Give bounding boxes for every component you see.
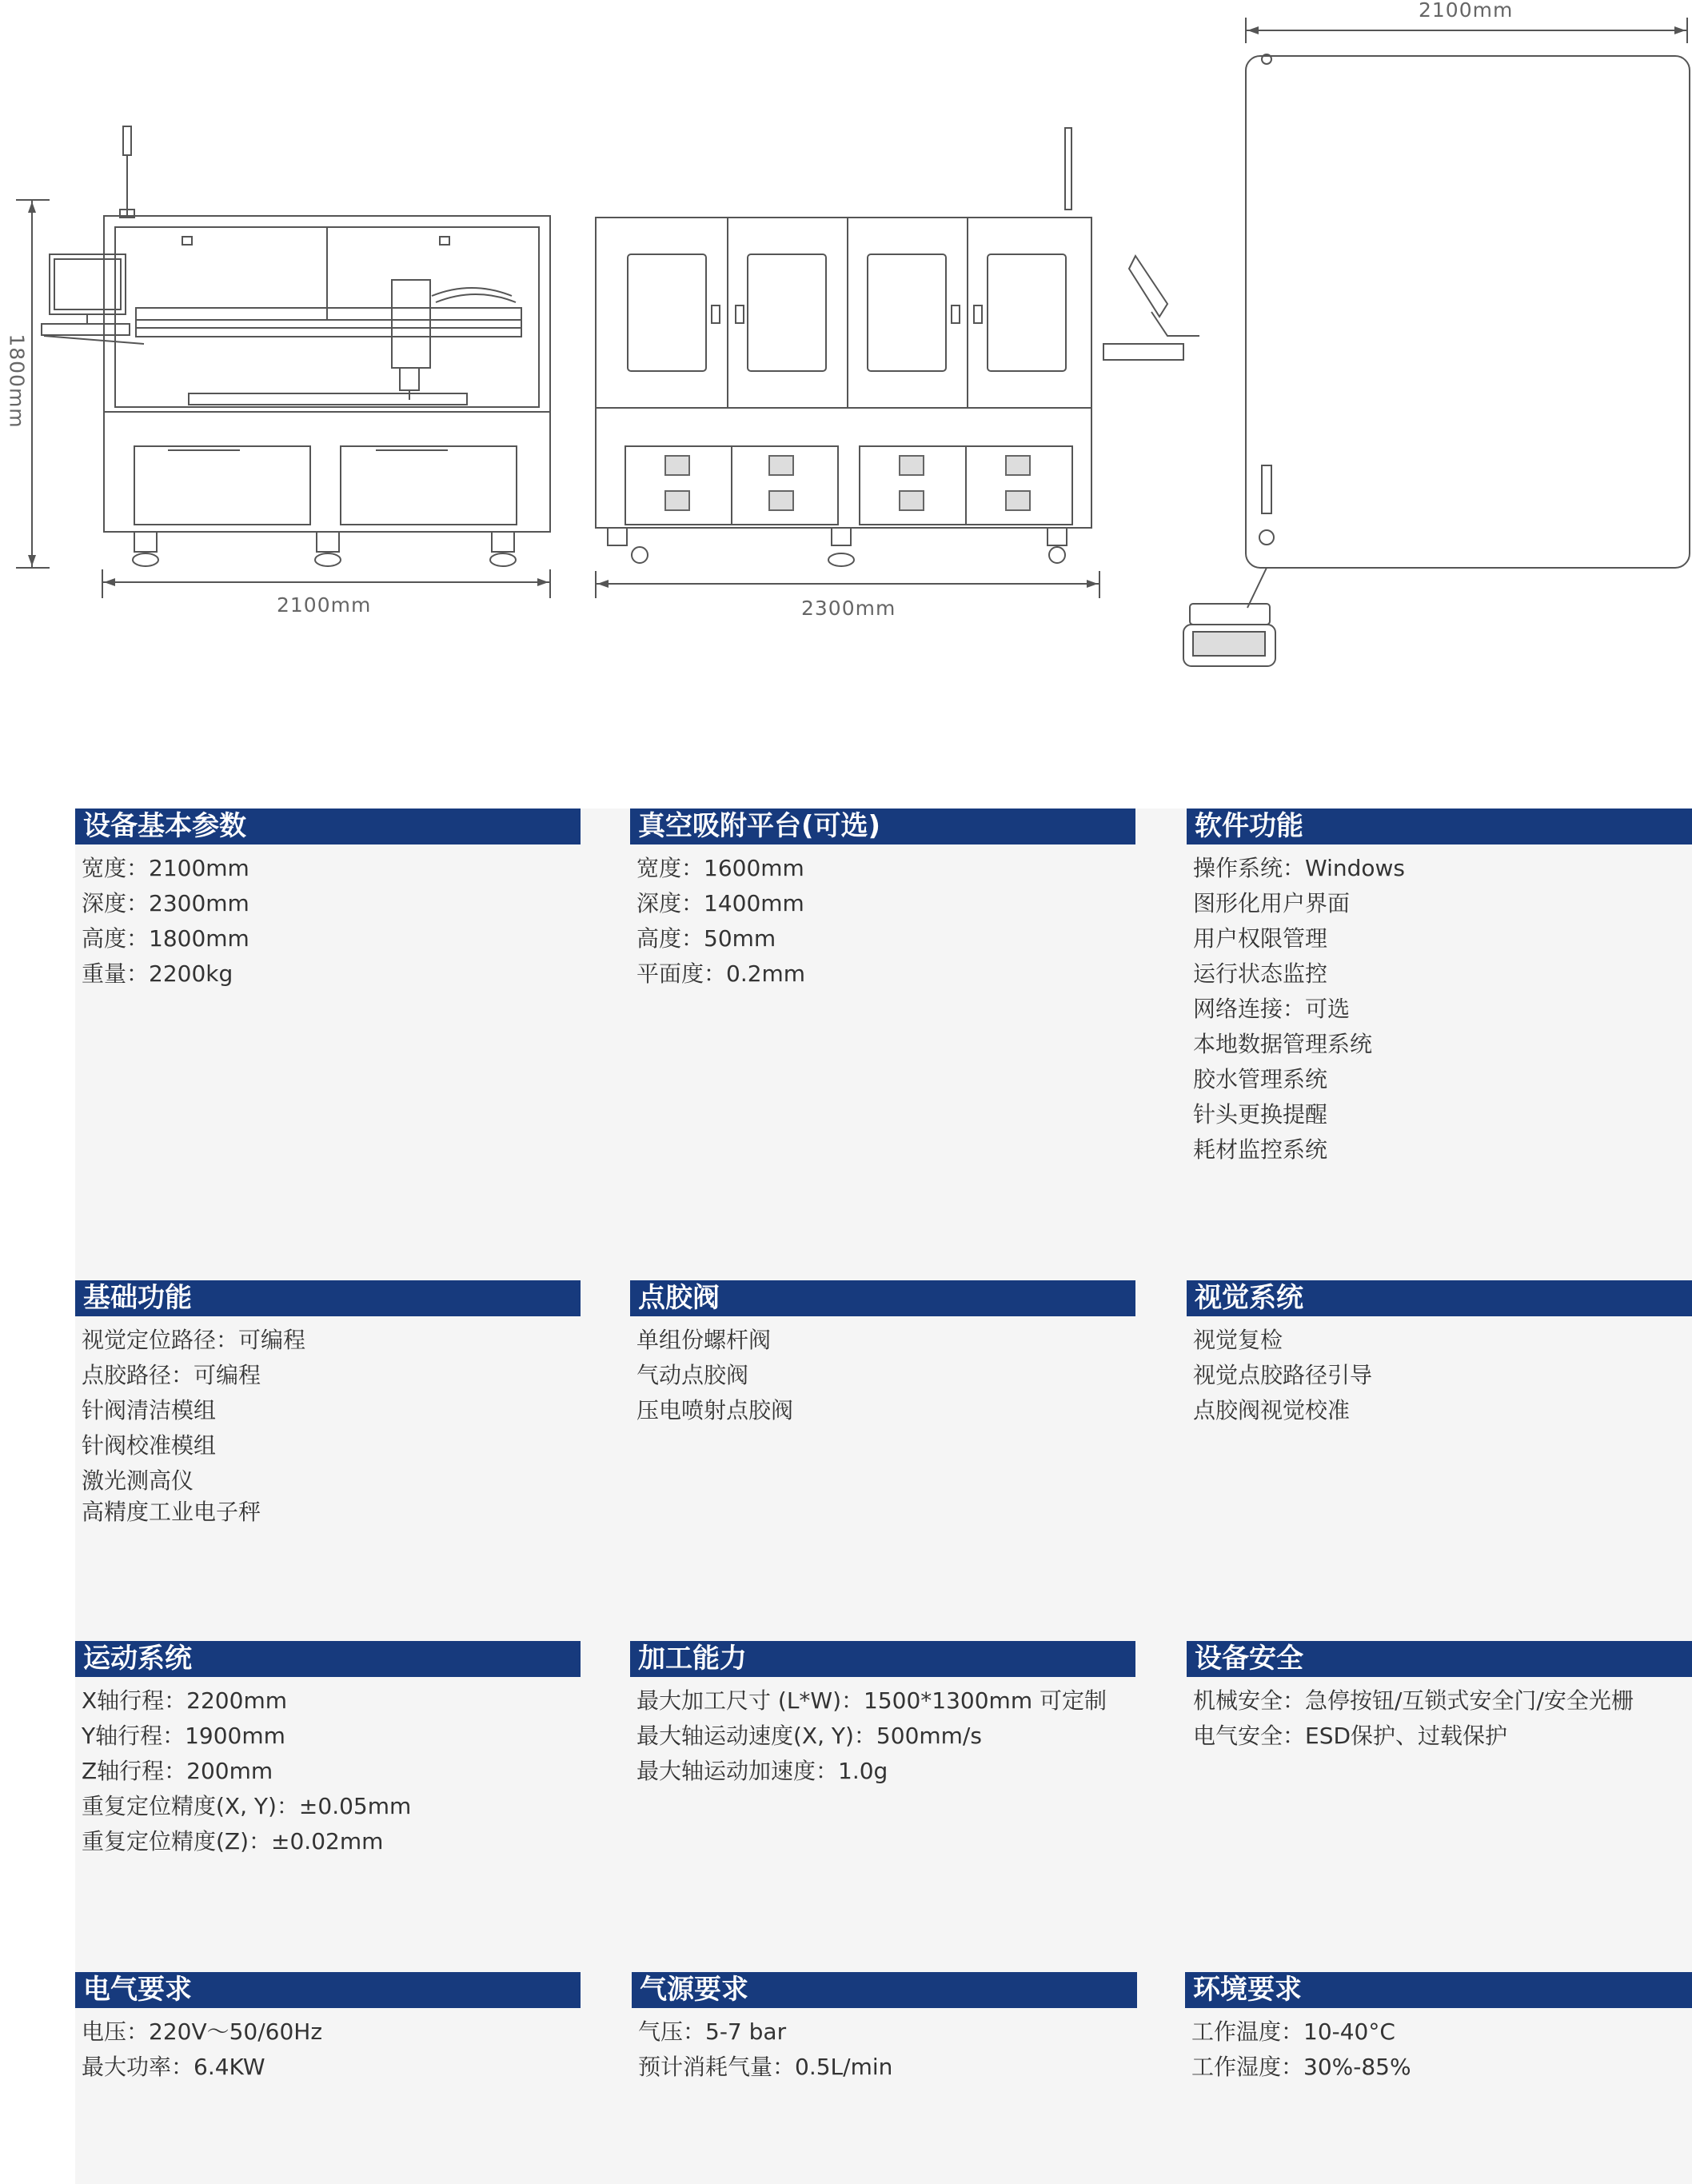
front-view-drawing bbox=[16, 126, 550, 598]
list-item: 最大轴运动速度(X, Y)：500mm/s bbox=[636, 1723, 982, 1749]
card-items bbox=[75, 2008, 581, 2085]
list-item: 耗材监控系统 bbox=[1193, 1136, 1328, 1163]
list-item: 高精度工业电子秤 bbox=[82, 1499, 261, 1525]
list-item: 重复定位精度(Z)：±0.02mm bbox=[82, 1828, 384, 1855]
list-item: X轴行程：2200mm bbox=[82, 1687, 287, 1714]
list-item: 最大轴运动加速度：1.0g bbox=[636, 1758, 888, 1784]
list-item: 气压：5-7 bar bbox=[638, 2018, 787, 2045]
list-item: 电气安全：ESD保护、过载保护 bbox=[1193, 1723, 1508, 1749]
card-items bbox=[75, 844, 581, 992]
list-item: 机械安全：急停按钮/互锁式安全门/安全光栅 bbox=[1193, 1687, 1634, 1714]
list-item: 高度：1800mm bbox=[82, 925, 249, 952]
spec-card-environment bbox=[1185, 1972, 1692, 2085]
card-title: 电气要求 bbox=[75, 1972, 581, 2008]
spec-card-safety bbox=[1187, 1641, 1692, 1754]
technical-drawings bbox=[0, 0, 1692, 704]
list-item: 本地数据管理系统 bbox=[1193, 1031, 1373, 1057]
list-item: 宽度：1600mm bbox=[636, 855, 804, 881]
card-title: 运动系统 bbox=[75, 1641, 581, 1677]
card-title: 基础功能 bbox=[75, 1280, 581, 1316]
list-item: 运行状态监控 bbox=[1193, 960, 1328, 987]
card-items bbox=[75, 1316, 581, 1526]
card-items bbox=[630, 1677, 1135, 1789]
card-items bbox=[632, 2008, 1137, 2085]
spec-card-basic-functions bbox=[75, 1280, 581, 1526]
card-items bbox=[75, 1677, 581, 1859]
spec-card-vision-system bbox=[1187, 1280, 1692, 1428]
card-title: 点胶阀 bbox=[630, 1280, 1135, 1316]
list-item: 单组份螺杆阀 bbox=[636, 1327, 772, 1353]
list-item: 图形化用户界面 bbox=[1193, 890, 1351, 916]
list-item: 针阀清洁模组 bbox=[82, 1397, 217, 1423]
side-view-drawing bbox=[596, 128, 1199, 598]
list-item: 用户权限管理 bbox=[1193, 925, 1328, 952]
list-item: 深度：2300mm bbox=[82, 890, 249, 916]
card-title: 软件功能 bbox=[1187, 809, 1692, 844]
list-item: Z轴行程：200mm bbox=[82, 1758, 273, 1784]
list-item: 平面度：0.2mm bbox=[636, 960, 806, 987]
list-item: 重量：2200kg bbox=[82, 960, 233, 987]
list-item: 宽度：2100mm bbox=[82, 855, 249, 881]
list-item: 网络连接：可选 bbox=[1193, 996, 1351, 1022]
top-view-drawing bbox=[1183, 18, 1690, 666]
spec-card-electrical bbox=[75, 1972, 581, 2085]
list-item: Y轴行程：1900mm bbox=[82, 1723, 285, 1749]
card-title: 环境要求 bbox=[1185, 1972, 1692, 2008]
card-items bbox=[630, 844, 1135, 992]
card-items bbox=[1187, 844, 1692, 1168]
list-item: 点胶阀视觉校准 bbox=[1193, 1397, 1351, 1423]
list-item: 最大功率：6.4KW bbox=[82, 2054, 265, 2080]
card-title: 气源要求 bbox=[632, 1972, 1137, 2008]
list-item: 胶水管理系统 bbox=[1193, 1066, 1328, 1092]
card-title: 视觉系统 bbox=[1187, 1280, 1692, 1316]
card-title: 真空吸附平台(可选) bbox=[630, 809, 1135, 844]
spec-card-motion-system bbox=[75, 1641, 581, 1859]
list-item: 点胶路径：可编程 bbox=[82, 1362, 261, 1388]
list-item: 工作温度：10-40°C bbox=[1191, 2018, 1395, 2045]
spec-card-basic-params bbox=[75, 809, 581, 992]
list-item: 针阀校准模组 bbox=[82, 1432, 217, 1459]
card-title: 设备安全 bbox=[1187, 1641, 1692, 1677]
front-view-width-label: 2100mm bbox=[277, 593, 372, 617]
list-item: 视觉点胶路径引导 bbox=[1193, 1362, 1373, 1388]
top-view-width-label: 2100mm bbox=[1419, 0, 1514, 22]
list-item: 气动点胶阀 bbox=[636, 1362, 749, 1388]
list-item: 压电喷射点胶阀 bbox=[636, 1397, 794, 1423]
list-item: 视觉定位路径：可编程 bbox=[82, 1327, 306, 1353]
card-items bbox=[1185, 2008, 1692, 2085]
card-title: 设备基本参数 bbox=[75, 809, 581, 844]
list-item: 预计消耗气量：0.5L/min bbox=[638, 2054, 893, 2080]
list-item: 最大加工尺寸 (L*W)：1500*1300mm 可定制 bbox=[636, 1687, 1107, 1714]
card-items bbox=[630, 1316, 1135, 1428]
list-item: 深度：1400mm bbox=[636, 890, 804, 916]
spec-card-air-source bbox=[632, 1972, 1137, 2085]
list-item: 工作湿度：30%-85% bbox=[1191, 2054, 1411, 2080]
spec-card-software bbox=[1187, 809, 1692, 1168]
list-item: 针头更换提醒 bbox=[1193, 1101, 1328, 1128]
list-item: 高度：50mm bbox=[636, 925, 776, 952]
card-items bbox=[1187, 1316, 1692, 1428]
front-view-height-label: 1800mm bbox=[5, 333, 29, 429]
spec-card-dispensing-valve bbox=[630, 1280, 1135, 1428]
list-item: 操作系统：Windows bbox=[1193, 855, 1405, 881]
list-item: 视觉复检 bbox=[1193, 1327, 1283, 1353]
card-title: 加工能力 bbox=[630, 1641, 1135, 1677]
list-item: 重复定位精度(X, Y)：±0.05mm bbox=[82, 1793, 412, 1819]
list-item: 激光测高仪 bbox=[82, 1467, 194, 1494]
card-items bbox=[1187, 1677, 1692, 1754]
side-view-width-label: 2300mm bbox=[801, 597, 896, 620]
spec-card-vacuum-platform bbox=[630, 809, 1135, 992]
spec-card-processing bbox=[630, 1641, 1135, 1789]
list-item: 电压：220V～50/60Hz bbox=[82, 2018, 323, 2045]
